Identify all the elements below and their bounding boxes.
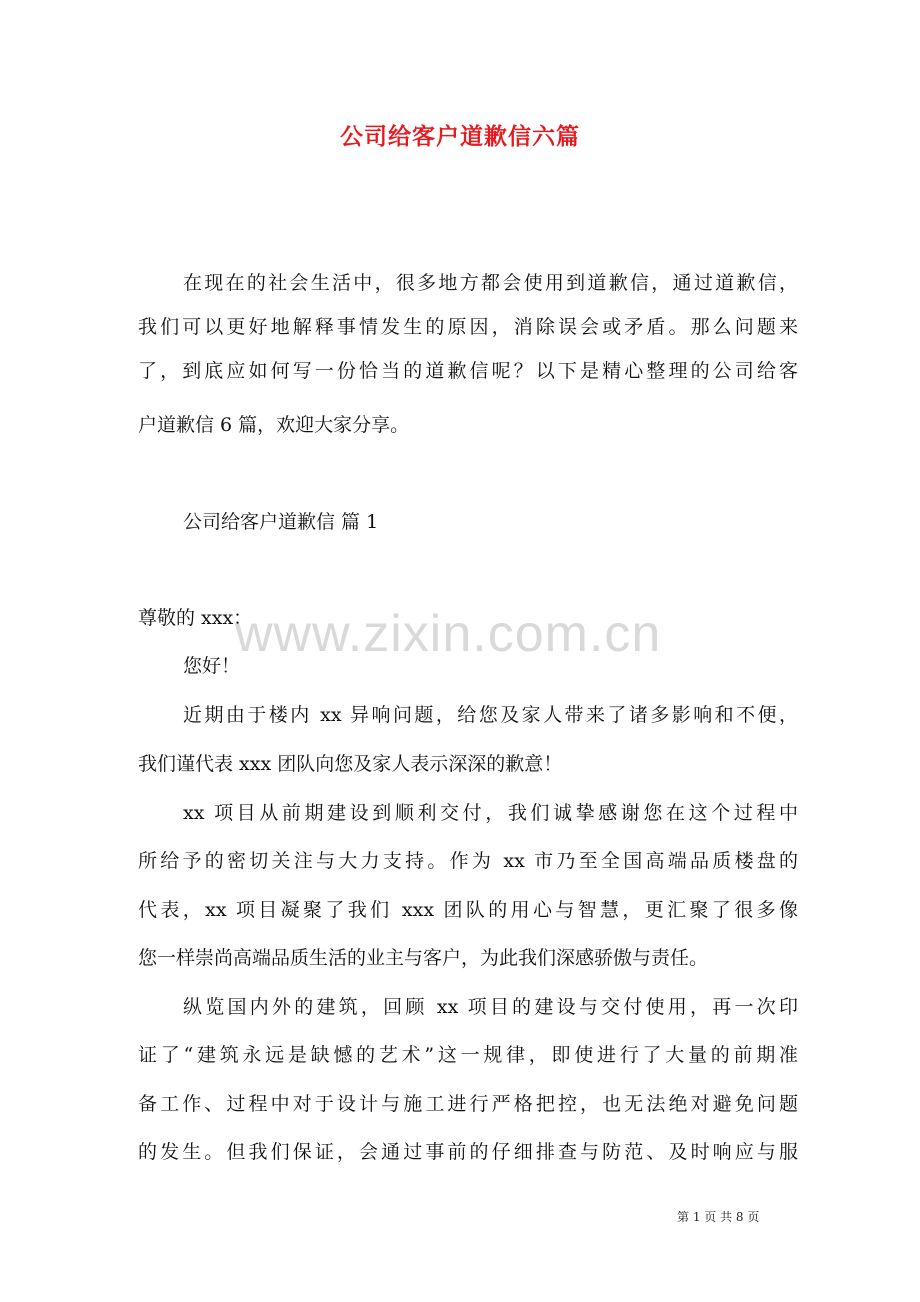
paragraph-line: xx 项目从前期建设到顺利交付，我们诚挚感谢您在这个过程中: [183, 802, 798, 824]
paragraph-line: 代表，xx 项目凝聚了我们 xxx 团队的用心与智慧，更汇聚了很多像: [138, 899, 798, 921]
paragraph-line: 所给予的密切关注与大力支持。作为 xx 市乃至全国高端品质楼盘的: [138, 850, 798, 872]
greeting: 您好！: [183, 655, 241, 677]
paragraph-line: 纵览国内外的建筑，回顾 xx 项目的建设与交付使用，再一次印: [183, 996, 798, 1018]
paragraph-line: 在现在的社会生活中，很多地方都会使用到道歉信，通过道歉信，: [183, 272, 798, 294]
paragraph-line: 我们可以更好地解释事情发生的原因，消除误会或矛盾。那么问题来: [138, 316, 798, 338]
watermark: www.zixin.com.cn: [235, 605, 662, 663]
page-number: 第 1 页 共 8 页: [677, 1210, 760, 1224]
paragraph-line: 近期由于楼内 xx 异响问题，给您及家人带来了诸多影响和不便，: [183, 704, 798, 726]
paragraph-line: 您一样崇尚高端品质生活的业主与客户，为此我们深感骄傲与责任。: [138, 947, 709, 969]
paragraph-line: 的发生。但我们保证，会通过事前的仔细排查与防范、及时响应与服: [138, 1141, 798, 1163]
salutation: 尊敬的 xxx：: [138, 607, 253, 629]
paragraph-line: 证了“建筑永远是缺憾的艺术”这一规律，即使进行了大量的前期准: [138, 1044, 798, 1066]
section-heading: 公司给客户道歉信 篇 1: [183, 511, 379, 533]
document-title: 公司给客户道歉信六篇: [340, 123, 580, 150]
paragraph-line: 我们谨代表 xxx 团队向您及家人表示深深的歉意！: [138, 753, 563, 775]
paragraph-line: 了，到底应如何写一份恰当的道歉信呢？以下是精心整理的公司给客: [138, 360, 798, 382]
paragraph-line: 备工作、过程中对于设计与施工进行严格把控，也无法绝对避免问题: [138, 1093, 798, 1115]
paragraph-line: 户道歉信 6 篇，欢迎大家分享。: [138, 414, 410, 436]
